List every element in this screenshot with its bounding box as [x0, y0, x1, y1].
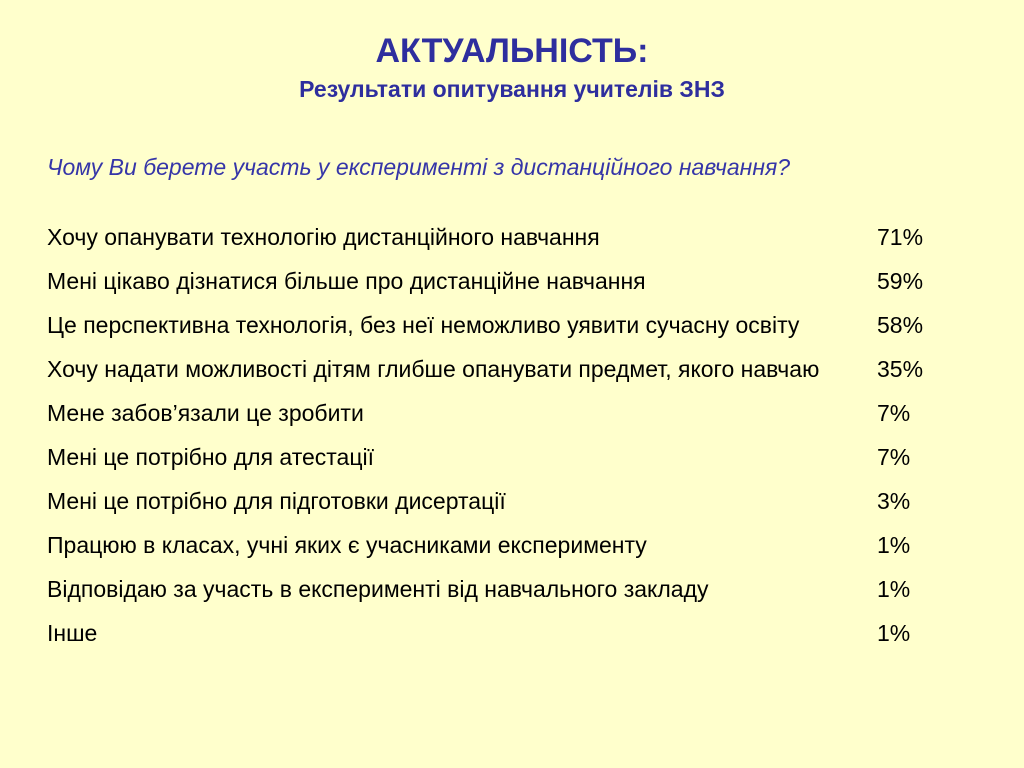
result-percent: 3%	[877, 488, 911, 514]
slide-title: АКТУАЛЬНІСТЬ:	[375, 32, 649, 70]
results-row	[47, 480, 987, 524]
result-label: Мене забов’язали це зробити	[47, 400, 364, 426]
result-label: Працюю в класах, учні яких є учасниками експерименту	[47, 532, 647, 558]
result-percent: 35%	[877, 356, 924, 382]
result-label: Хочу надати можливості дітям глибше опанувати предмет, якого навчаю	[47, 356, 820, 382]
results-row	[47, 260, 987, 304]
results-row	[47, 612, 987, 656]
results-row	[47, 568, 987, 612]
result-percent: 1%	[877, 576, 911, 602]
result-percent: 58%	[877, 312, 924, 338]
slide-subtitle: Результати опитування учителів ЗНЗ	[299, 76, 725, 102]
result-label: Хочу опанувати технологію дистанційного навчання	[47, 224, 600, 250]
results-row	[47, 392, 987, 436]
result-percent: 1%	[877, 532, 911, 558]
result-label: Мені це потрібно для підготовки дисертації	[47, 488, 506, 514]
result-percent: 71%	[877, 224, 924, 250]
result-percent: 7%	[877, 444, 911, 470]
result-label: Мені цікаво дізнатися більше про дистанційне навчання	[47, 268, 646, 294]
results-row	[47, 524, 987, 568]
results-row	[47, 216, 987, 260]
result-percent: 7%	[877, 400, 911, 426]
results-table	[47, 216, 987, 656]
slide-title-block	[0, 30, 1024, 104]
results-row	[47, 304, 987, 348]
result-label: Відповідаю за участь в експерименті від навчального закладу	[47, 576, 709, 602]
result-percent: 59%	[877, 268, 924, 294]
result-label: Мені це потрібно для атестації	[47, 444, 375, 470]
results-row	[47, 436, 987, 480]
result-percent: 1%	[877, 620, 911, 646]
results-row	[47, 348, 987, 392]
result-label: Інше	[47, 620, 98, 646]
result-label: Це перспективна технологія, без неї неможливо уявити сучасну освіту	[47, 312, 800, 338]
survey-question: Чому Ви берете участь у експерименті з дистанційного навчання?	[47, 154, 791, 180]
